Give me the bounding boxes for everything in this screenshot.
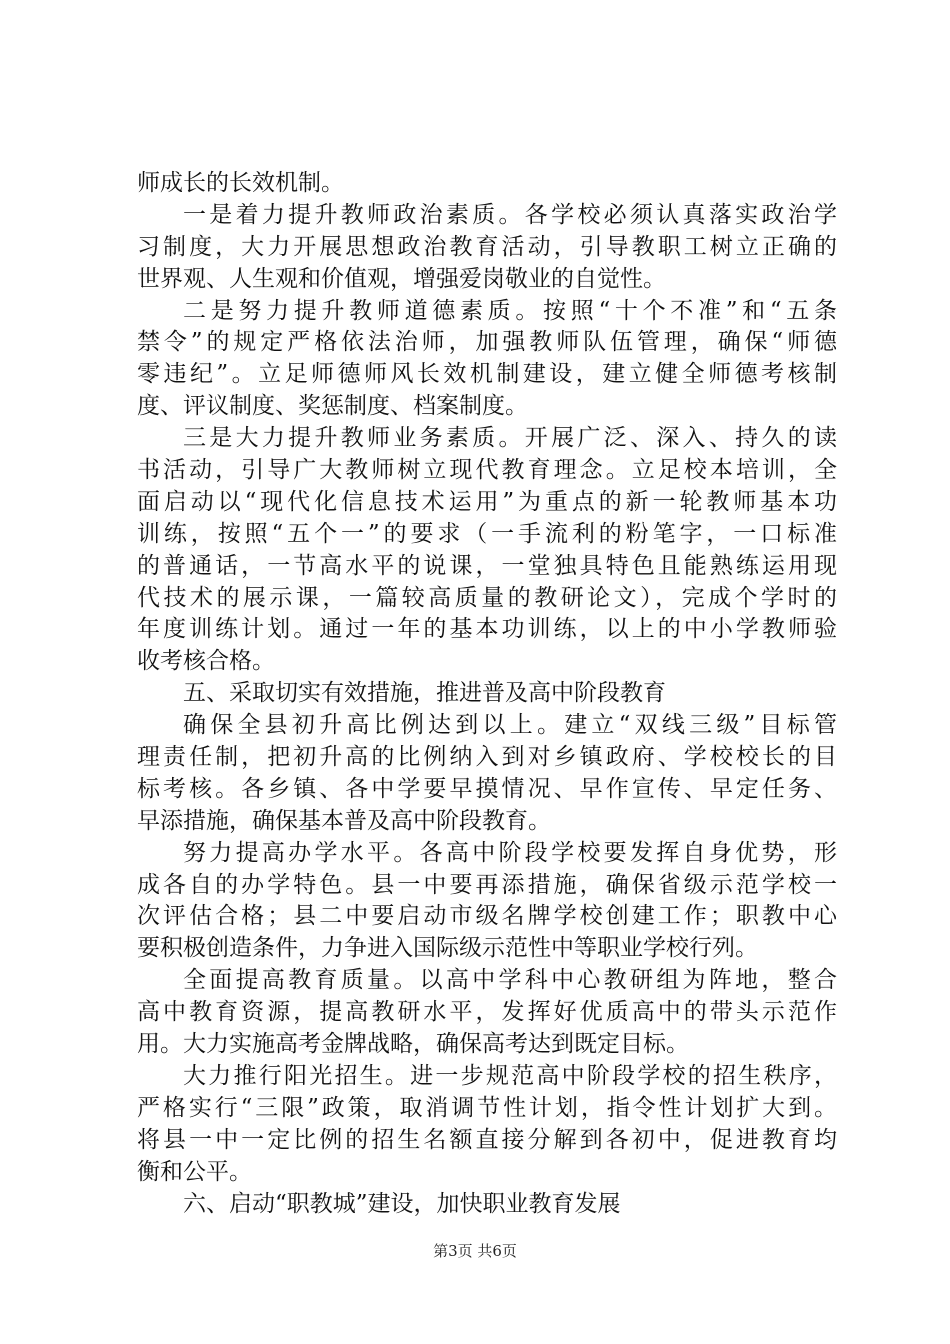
text-line: 标考核。各乡镇、各中学要早摸情况、早作宣传、早定任务、 xyxy=(137,775,837,802)
text-line: 五、采取切实有效措施，推进普及高中阶段教育 xyxy=(183,680,666,707)
text-line: 度、评议制度、奖惩制度、档案制度。 xyxy=(137,393,528,420)
text-line: 要积极创造条件，力争进入国际级示范性中等职业学校行列。 xyxy=(137,935,758,962)
text-line: 用。大力实施高考金牌战略，确保高考达到既定目标。 xyxy=(137,1031,689,1058)
text-line: 年度训练计划。通过一年的基本功训练，以上的中小学教师验 xyxy=(137,616,837,643)
text-line: 三是大力提升教师业务素质。开展广泛、深入、持久的读 xyxy=(183,425,837,452)
text-line: 理责任制，把初升高的比例纳入到对乡镇政府、学校校长的目 xyxy=(137,744,837,771)
text-line: 训练，按照“五个一”的要求（一手流利的粉笔字，一口标准 xyxy=(137,520,837,547)
text-line: 代技术的展示课，一篇较高质量的教研论文），完成个学时的 xyxy=(137,584,837,611)
text-line: 面启动以“现代化信息技术运用”为重点的新一轮教师基本功 xyxy=(137,488,837,515)
text-line: 收考核合格。 xyxy=(137,648,275,675)
page-footer: 第3页 共6页 xyxy=(433,1242,517,1260)
document-body xyxy=(137,168,837,1220)
text-line: 六、启动“职教城”建设，加快职业教育发展 xyxy=(183,1190,621,1217)
text-line: 禁令”的规定严格依法治师，加强教师队伍管理，确保“师德 xyxy=(137,329,837,356)
text-line: 次评估合格；县二中要启动市级名牌学校创建工作；职教中心 xyxy=(137,903,837,930)
text-line: 将县一中一定比例的招生名额直接分解到各初中，促进教育均 xyxy=(137,1126,837,1153)
text-line: 衡和公平。 xyxy=(137,1158,252,1185)
text-line: 大力推行阳光招生。进一步规范高中阶段学校的招生秩序， xyxy=(183,1062,837,1089)
text-line: 一是着力提升教师政治素质。各学校必须认真落实政治学 xyxy=(183,201,837,228)
text-line: 世界观、人生观和价值观，增强爱岗敬业的自觉性。 xyxy=(137,265,666,292)
text-line: 零违纪”。立足师德师风长效机制建设，建立健全师德考核制 xyxy=(137,361,837,388)
text-line: 习制度，大力开展思想政治教育活动，引导教职工树立正确的 xyxy=(137,233,837,260)
text-line: 的普通话，一节高水平的说课，一堂独具特色且能熟练运用现 xyxy=(137,552,837,579)
text-line: 努力提高办学水平。各高中阶段学校要发挥自身优势，形 xyxy=(183,839,837,866)
text-line: 高中教育资源，提高教研水平，发挥好优质高中的带头示范作 xyxy=(137,999,837,1026)
text-line: 成各自的办学特色。县一中要再添措施，确保省级示范学校一 xyxy=(137,871,837,898)
text-line: 早添措施，确保基本普及高中阶段教育。 xyxy=(137,807,551,834)
text-line: 二是努力提升教师道德素质。按照“十个不准”和“五条 xyxy=(183,297,837,324)
text-line: 确保全县初升高比例达到以上。建立“双线三级”目标管 xyxy=(183,712,837,739)
text-line: 书活动，引导广大教师树立现代教育理念。立足校本培训，全 xyxy=(137,457,837,484)
text-line: 全面提高教育质量。以高中学科中心教研组为阵地，整合 xyxy=(183,967,837,994)
text-line: 师成长的长效机制。 xyxy=(137,170,344,196)
text-line: 严格实行“三限”政策，取消调节性计划，指令性计划扩大到。 xyxy=(137,1094,837,1121)
